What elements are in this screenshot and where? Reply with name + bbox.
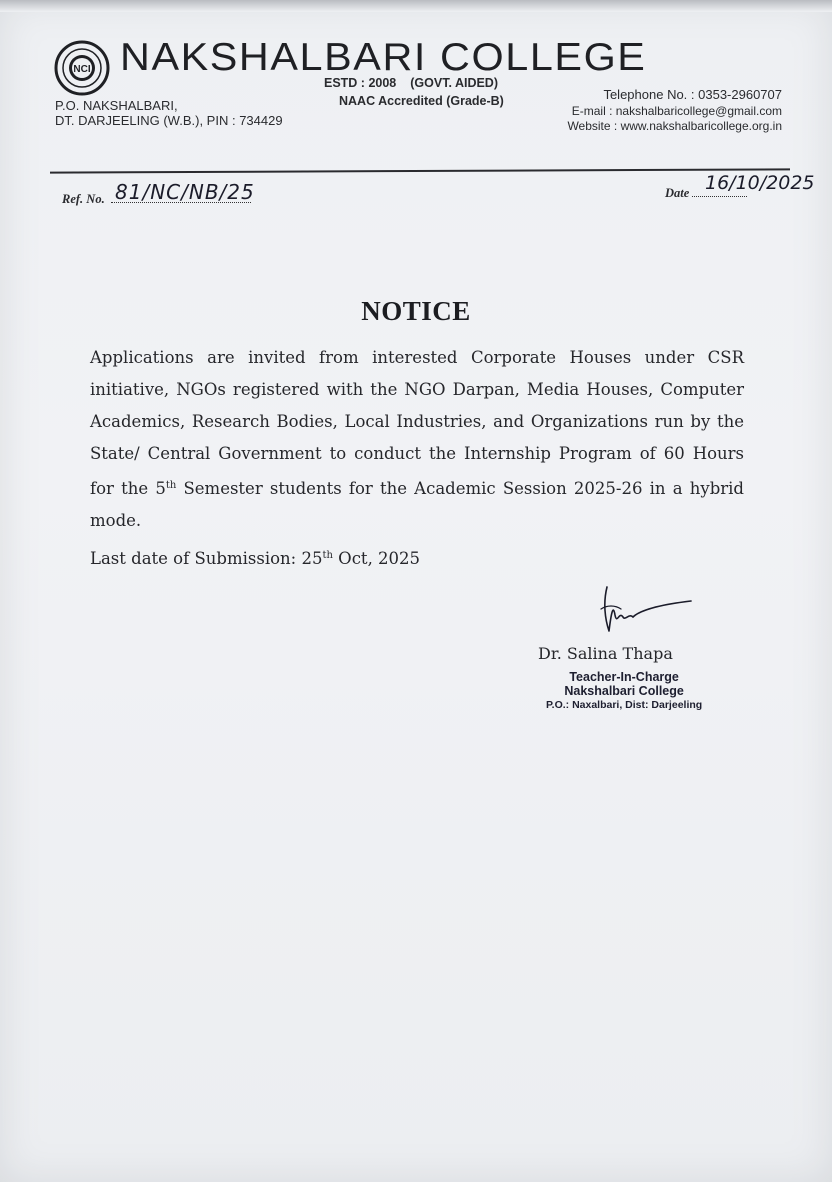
telephone: Telephone No. : 0353-2960707 [603, 87, 782, 102]
notice-title: NOTICE [361, 296, 471, 326]
date-label: Date [665, 186, 690, 200]
contact-block [567, 87, 782, 134]
paper-top-edge [0, 0, 832, 12]
official-stamp [546, 670, 702, 712]
stamp-designation: Teacher-In-Charge [569, 670, 679, 684]
govt-status: (GOVT. AIDED) [410, 76, 498, 90]
ref-label: Ref. No. [62, 192, 105, 206]
address-line-1: P.O. NAKSHALBARI, [55, 98, 178, 113]
header-divider [50, 168, 790, 173]
notice-body-part-2: Semester students for the Academic Session 2025-26 in a hybrid mode. [90, 479, 744, 530]
website: Website : www.nakshalbaricollege.org.in [567, 119, 782, 133]
college-name: NAKSHALBARI COLLEGE [120, 36, 647, 79]
last-date-sup: th [322, 550, 333, 561]
last-date-part-1: Last date of Submission: 25 [90, 549, 323, 568]
postal-address [55, 98, 283, 128]
ref-number-handwritten: 81/NC/NB/25 [115, 180, 255, 204]
last-date-line [90, 549, 420, 568]
notice-body-part-1: Applications are invited from interested Corporate Houses under CSR initiative, NGOs registered with the NGO Darpan, Media Houses, Computer Academics, Research Bodies, Local Industries, and Organizations run by the State/ Central Government to conduct the Internship Program of 60 Hours for the 5 [90, 348, 744, 498]
address-line-2: DT. DARJEELING (W.B.), PIN : 734429 [55, 113, 283, 128]
naac-accreditation: NAAC Accredited (Grade-B) [339, 94, 504, 108]
signatory-name: Dr. Salina Thapa [538, 644, 673, 663]
handwritten-signature [595, 585, 695, 645]
last-date-part-2: Oct, 2025 [332, 549, 421, 568]
college-seal-icon [54, 40, 110, 96]
stamp-institution: Nakshalbari College [564, 684, 684, 698]
stamp-address: P.O.: Naxalbari, Dist: Darjeeling [546, 699, 703, 711]
notice-body [90, 342, 744, 537]
notice-body-sup: th [165, 480, 177, 491]
estd-year: ESTD : 2008 [324, 76, 397, 90]
seal-text: NCI [73, 64, 91, 75]
date-handwritten: 16/10/2025 [705, 172, 815, 194]
email: E-mail : nakshalbaricollege@gmail.com [571, 104, 782, 118]
establishment-info [324, 76, 512, 90]
